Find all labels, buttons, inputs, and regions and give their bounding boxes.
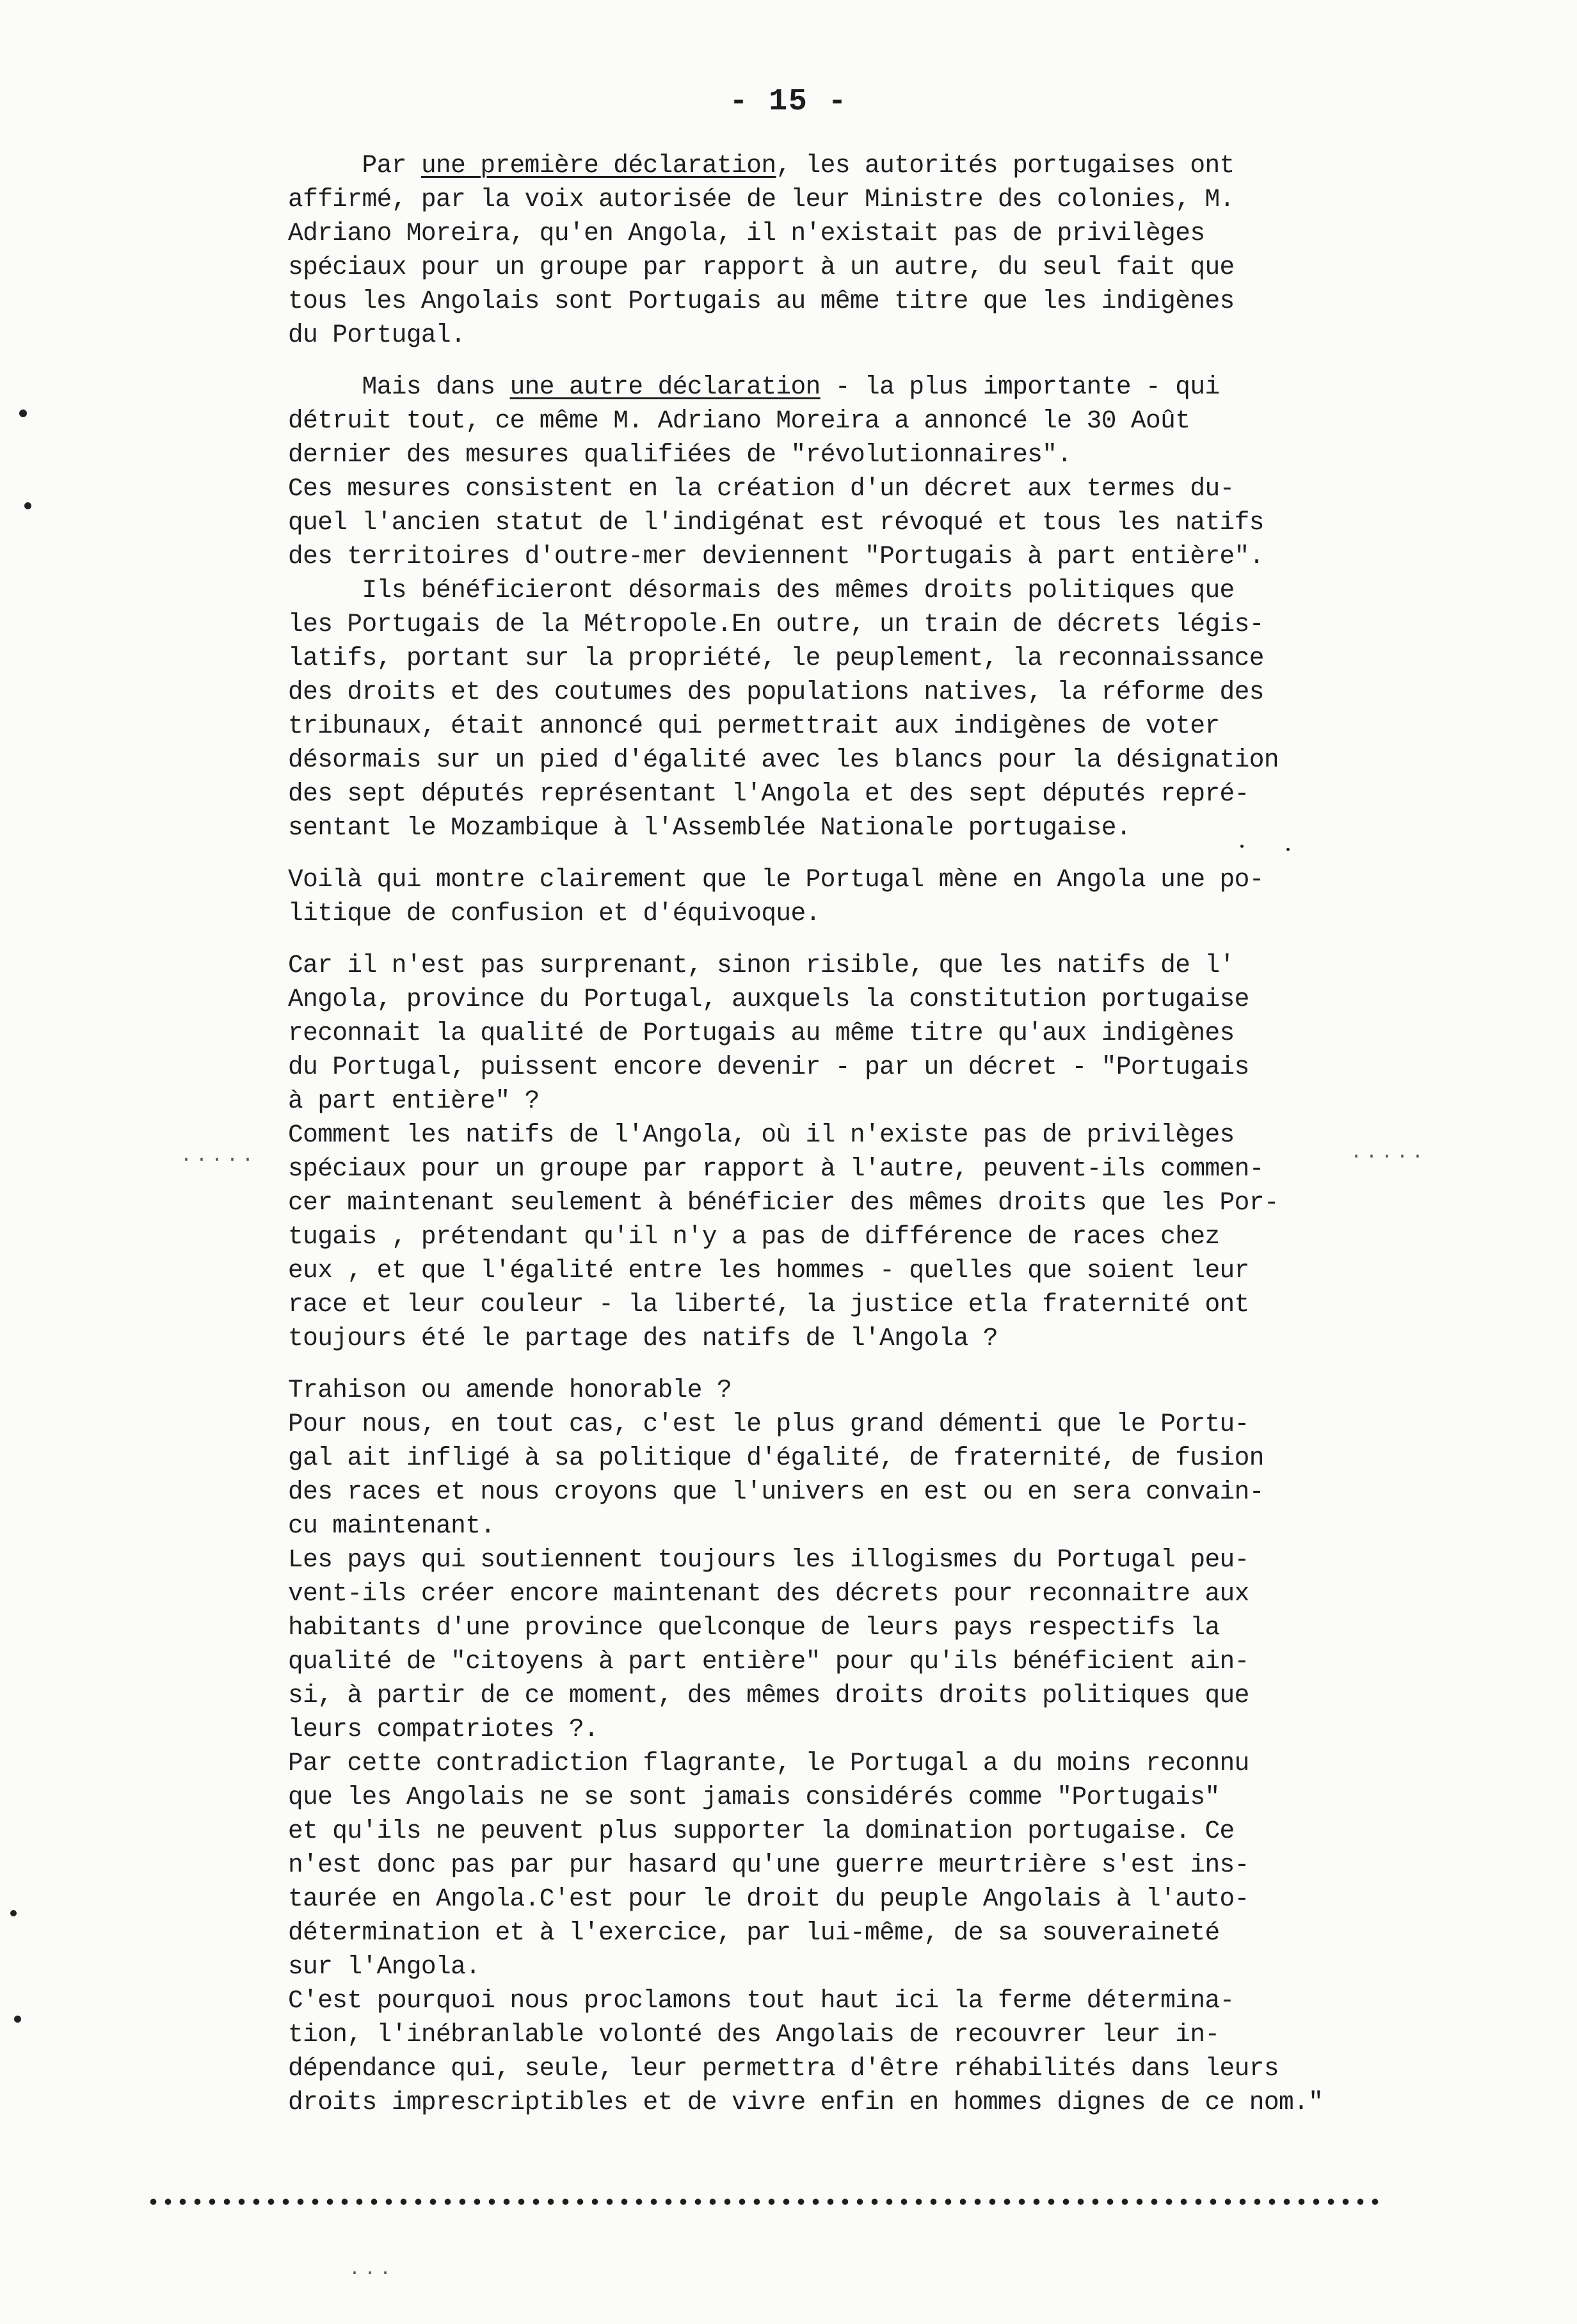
text-line: [288, 607, 1318, 641]
paragraph-gap: [288, 845, 1318, 863]
text-segment: Voilà qui montre clairement que le Portugal mène en Angola une po-: [288, 865, 1264, 894]
document-body: [288, 148, 1324, 2119]
text-segment: sentant le Mozambique à l'Assemblée Nationale portugaise.: [288, 813, 1131, 842]
text-line: [288, 1407, 1318, 1441]
text-line: [288, 1644, 1318, 1678]
page-number: - 15 -: [729, 84, 848, 119]
scan-speck: [19, 410, 27, 417]
paragraph-gap: [288, 1355, 1318, 1373]
text-segment: Les pays qui soutiennent toujours les illogismes du Portugal peu-: [288, 1545, 1249, 1574]
text-line: [288, 1373, 1318, 1407]
text-line: [288, 1016, 1318, 1050]
text-segment: des territoires d'outre-mer deviennent "Portugais à part entière".: [288, 542, 1264, 571]
text-line: [288, 148, 1318, 182]
underlined-phrase: une autre déclaration: [509, 372, 821, 401]
scan-speck: [10, 1910, 17, 1916]
text-segment: - la plus importante - qui: [820, 372, 1220, 401]
text-line: [288, 1543, 1318, 1577]
text-line: [288, 1152, 1318, 1186]
text-segment: que les Angolais ne se sont jamais considérés comme "Portugais": [288, 1783, 1220, 1811]
text-line: [288, 1220, 1318, 1254]
margin-dots-left: .....: [180, 1145, 258, 1167]
text-line: [288, 318, 1318, 352]
text-line: [288, 811, 1318, 845]
text-segment: cu maintenant.: [288, 1511, 495, 1540]
text-line: [288, 1577, 1318, 1611]
paragraph-gap: [288, 930, 1318, 948]
text-line: [288, 1475, 1318, 1509]
text-segment: race et leur couleur - la liberté, la justice etla fraternité ont: [288, 1290, 1249, 1319]
text-line: [288, 2085, 1324, 2119]
text-line: [288, 1611, 1318, 1644]
text-segment: Car il n'est pas surprenant, sinon risible, que les natifs de l': [288, 951, 1235, 980]
paragraph-gap: [288, 352, 1318, 370]
text-segment: C'est pourquoi nous proclamons tout haut ici la ferme détermina-: [288, 1986, 1235, 2015]
text-segment: des sept députés représentant l'Angola et des sept députés repré-: [288, 779, 1249, 808]
text-line: [288, 1848, 1318, 1882]
text-segment: eux , et que l'égalité entre les hommes - quelles que soient leur: [288, 1256, 1249, 1285]
scan-speck: [1286, 848, 1290, 851]
text-line: [288, 896, 1318, 930]
text-segment: tion, l'inébranlable volonté des Angolais de recouvrer leur in-: [288, 2020, 1220, 2049]
underlined-phrase: une première déclaration: [420, 151, 776, 180]
text-line: [288, 1678, 1318, 1712]
text-segment: Ils bénéficieront désormais des mêmes droits politiques que: [288, 576, 1235, 605]
text-line: [288, 539, 1318, 573]
text-line: [288, 182, 1318, 216]
text-line: [288, 216, 1318, 250]
text-line: [288, 777, 1318, 811]
text-line: [288, 2051, 1318, 2085]
text-line: [288, 573, 1318, 607]
text-segment: Mais dans: [288, 372, 510, 401]
text-segment: du Portugal.: [288, 321, 466, 349]
text-segment: Angola, province du Portugal, auxquels la constitution portugaise: [288, 985, 1249, 1014]
text-segment: tous les Angolais sont Portugais au même titre que les indigènes: [288, 287, 1235, 315]
text-segment: n'est donc pas par pur hasard qu'une guerre meurtrière s'est ins-: [288, 1850, 1249, 1879]
text-line: [288, 284, 1318, 318]
text-line: [288, 863, 1318, 896]
scan-speck: [24, 502, 31, 509]
text-segment: quel l'ancien statut de l'indigénat est révoqué et tous les natifs: [288, 508, 1264, 537]
text-segment: reconnait la qualité de Portugais au même titre qu'aux indigènes: [288, 1019, 1235, 1047]
text-line: [288, 1950, 1318, 1984]
text-line: [288, 1984, 1318, 2018]
text-segment: les Portugais de la Métropole.En outre, un train de décrets légis-: [288, 610, 1264, 639]
margin-dots-right: .....: [1350, 1142, 1428, 1164]
text-segment: vent-ils créer encore maintenant des décrets pour reconnaitre aux: [288, 1579, 1249, 1608]
text-line: [288, 641, 1318, 675]
text-line: [288, 1916, 1318, 1950]
text-segment: Trahison ou amende honorable ?: [288, 1376, 732, 1405]
text-line: [288, 743, 1318, 777]
text-segment: et qu'ils ne peuvent plus supporter la domination portugaise. Ce: [288, 1817, 1235, 1845]
text-line: [288, 1321, 1318, 1355]
text-segment: qualité de "citoyens à part entière" pour qu'ils bénéficient ain-: [288, 1647, 1249, 1676]
text-segment: détruit tout, ce même M. Adriano Moreira a annoncé le 30 Août: [288, 406, 1190, 435]
text-segment: droits imprescriptibles et de vivre enfin en hommes dignes de ce nom.": [288, 2088, 1324, 2117]
text-line: [288, 709, 1318, 743]
text-segment: sur l'Angola.: [288, 1952, 481, 1981]
text-line: [288, 1186, 1318, 1220]
text-line: [288, 2018, 1318, 2051]
text-segment: si, à partir de ce moment, des mêmes droits droits politiques que: [288, 1681, 1249, 1710]
text-line: [288, 1712, 1318, 1746]
text-line: [288, 675, 1318, 709]
text-segment: toujours été le partage des natifs de l'Angola ?: [288, 1324, 998, 1353]
text-segment: Pour nous, en tout cas, c'est le plus grand démenti que le Portu-: [288, 1410, 1249, 1438]
text-line: [288, 1084, 1318, 1118]
text-line: [288, 1509, 1318, 1543]
text-line: [288, 1254, 1318, 1287]
text-line: [288, 472, 1318, 505]
text-line: [288, 1050, 1318, 1084]
text-line: [288, 982, 1318, 1016]
text-segment: Comment les natifs de l'Angola, où il n'existe pas de privilèges: [288, 1120, 1235, 1149]
text-segment: des droits et des coutumes des populations natives, la réforme des: [288, 678, 1264, 706]
text-segment: cer maintenant seulement à bénéficier des mêmes droits que les Por-: [288, 1188, 1279, 1217]
text-segment: Par: [288, 151, 421, 180]
text-segment: taurée en Angola.C'est pour le droit du peuple Angolais à l'auto-: [288, 1884, 1249, 1913]
margin-dots-bottom: ...: [349, 2259, 396, 2280]
text-line: [288, 370, 1318, 404]
text-line: [288, 1118, 1318, 1152]
text-line: [288, 1746, 1318, 1780]
text-segment: Adriano Moreira, qu'en Angola, il n'existait pas de privilèges: [288, 219, 1205, 248]
text-segment: affirmé, par la voix autorisée de leur Ministre des colonies, M.: [288, 185, 1235, 214]
text-line: [288, 1287, 1318, 1321]
text-line: [288, 1882, 1318, 1916]
text-segment: des races et nous croyons que l'univers en est ou en sera convain-: [288, 1477, 1264, 1506]
text-segment: latifs, portant sur la propriété, le peuplement, la reconnaissance: [288, 644, 1264, 673]
text-segment: leurs compatriotes ?.: [288, 1715, 599, 1744]
text-segment: détermination et à l'exercice, par lui-même, de sa souveraineté: [288, 1918, 1220, 1947]
text-segment: désormais sur un pied d'égalité avec les blancs pour la désignation: [288, 745, 1279, 774]
text-segment: du Portugal, puissent encore devenir - par un décret - "Portugais: [288, 1053, 1249, 1081]
scan-speck: [14, 2016, 21, 2023]
dotted-separator: [146, 2198, 1381, 2206]
text-segment: tugais , prétendant qu'il n'y a pas de différence de races chez: [288, 1222, 1220, 1251]
text-segment: litique de confusion et d'équivoque.: [288, 899, 821, 928]
text-segment: à part entière" ?: [288, 1086, 540, 1115]
text-segment: Ces mesures consistent en la création d'un décret aux termes du-: [288, 474, 1235, 503]
text-line: [288, 948, 1318, 982]
text-line: [288, 404, 1318, 438]
text-segment: dernier des mesures qualifiées de "révolutionnaires".: [288, 440, 1072, 469]
text-line: [288, 1814, 1318, 1848]
text-segment: gal ait infligé à sa politique d'égalité, de fraternité, de fusion: [288, 1444, 1264, 1472]
text-line: [288, 250, 1318, 284]
text-line: [288, 438, 1318, 472]
text-line: [288, 1441, 1318, 1475]
text-segment: dépendance qui, seule, leur permettra d'être réhabilités dans leurs: [288, 2054, 1279, 2083]
text-segment: tribunaux, était annoncé qui permettrait aux indigènes de voter: [288, 712, 1220, 740]
text-segment: spéciaux pour un groupe par rapport à un autre, du seul fait que: [288, 253, 1235, 282]
text-segment: Par cette contradiction flagrante, le Portugal a du moins reconnu: [288, 1749, 1249, 1778]
text-segment: habitants d'une province quelconque de leurs pays respectifs la: [288, 1613, 1220, 1642]
text-segment: , les autorités portugaises ont: [776, 151, 1235, 180]
text-line: [288, 1780, 1318, 1814]
text-segment: spéciaux pour un groupe par rapport à l'autre, peuvent-ils commen-: [288, 1154, 1264, 1183]
scan-speck: [1240, 845, 1244, 848]
text-line: [288, 505, 1318, 539]
